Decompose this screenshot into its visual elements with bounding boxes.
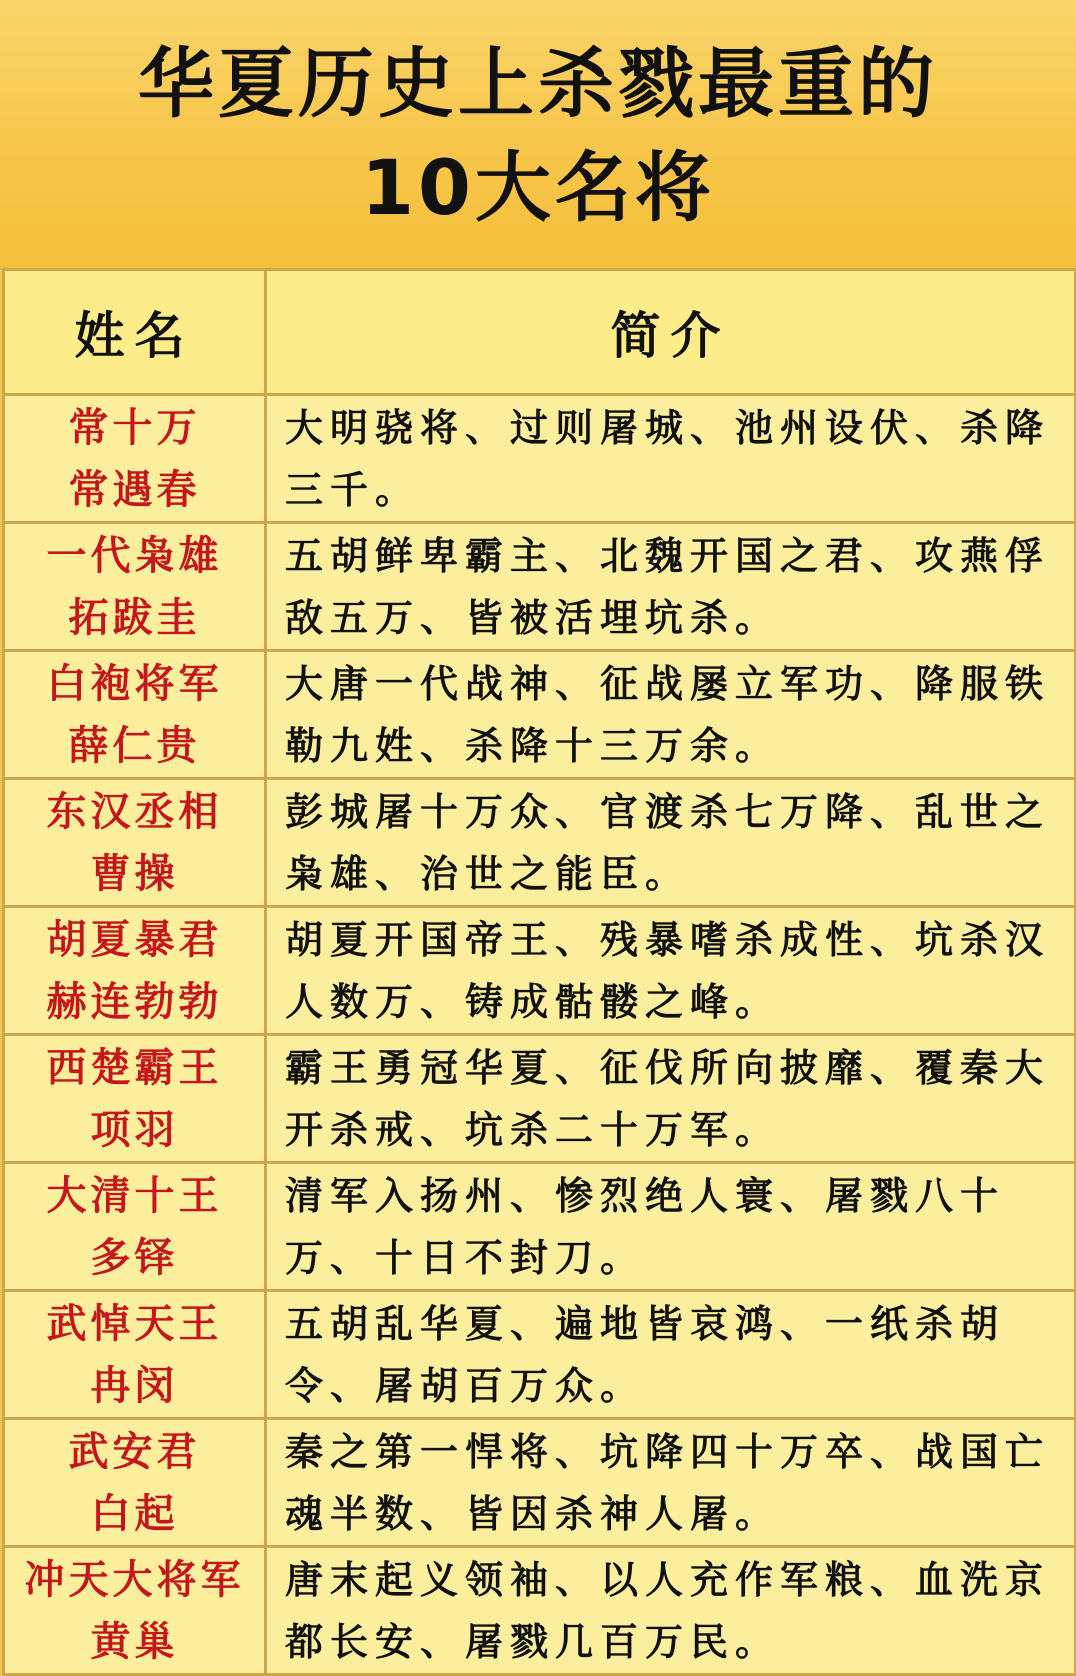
general-name: 赫连勃勃 bbox=[46, 977, 223, 1025]
general-title: 白袍将军 bbox=[46, 659, 223, 707]
general-name: 多铎 bbox=[90, 1233, 179, 1281]
description-cell: 唐末起义领袖、以人充作军粮、血洗京都长安、屠戮几百万民。 bbox=[266, 1547, 1076, 1675]
title-line-1: 华夏历史上杀戮最重的 bbox=[138, 39, 938, 128]
name-cell bbox=[4, 1547, 266, 1675]
name-cell bbox=[4, 1035, 266, 1163]
name-cell bbox=[4, 651, 266, 779]
header-description: 简介 bbox=[266, 270, 1076, 395]
table-row bbox=[4, 1419, 1076, 1547]
name-cell bbox=[4, 1291, 266, 1419]
table-row bbox=[4, 1163, 1076, 1291]
general-title: 冲天大将军 bbox=[24, 1555, 245, 1603]
table-row bbox=[4, 779, 1076, 907]
table-row bbox=[4, 651, 1076, 779]
general-name: 拓跋圭 bbox=[68, 593, 201, 641]
general-title: 胡夏暴君 bbox=[46, 915, 223, 963]
general-name: 冉闵 bbox=[90, 1361, 179, 1409]
general-title: 常十万 bbox=[68, 403, 201, 451]
generals-table bbox=[2, 268, 1076, 1676]
description-cell: 大唐一代战神、征战屡立军功、降服铁勒九姓、杀降十三万余。 bbox=[266, 651, 1076, 779]
name-cell bbox=[4, 779, 266, 907]
table-row bbox=[4, 1547, 1076, 1675]
general-name: 项羽 bbox=[90, 1105, 179, 1153]
general-name: 薛仁贵 bbox=[68, 721, 201, 769]
description-cell: 清军入扬州、惨烈绝人寰、屠戮八十万、十日不封刀。 bbox=[266, 1163, 1076, 1291]
description-cell: 霸王勇冠华夏、征伐所向披靡、覆秦大开杀戒、坑杀二十万军。 bbox=[266, 1035, 1076, 1163]
table-row bbox=[4, 907, 1076, 1035]
general-title: 东汉丞相 bbox=[46, 787, 223, 835]
general-title: 一代枭雄 bbox=[46, 531, 223, 579]
general-title: 武安君 bbox=[68, 1427, 201, 1475]
table-row bbox=[4, 1035, 1076, 1163]
name-cell bbox=[4, 395, 266, 523]
description-cell: 五胡鲜卑霸主、北魏开国之君、攻燕俘敌五万、皆被活埋坑杀。 bbox=[266, 523, 1076, 651]
title-block bbox=[0, 0, 1076, 270]
description-cell: 大明骁将、过则屠城、池州设伏、杀降三千。 bbox=[266, 395, 1076, 523]
general-name: 曹操 bbox=[90, 849, 179, 897]
general-title: 武悼天王 bbox=[46, 1299, 223, 1347]
name-cell bbox=[4, 1419, 266, 1547]
general-title: 西楚霸王 bbox=[46, 1043, 223, 1091]
title-line-2: 10大名将 bbox=[361, 143, 715, 232]
general-name: 常遇春 bbox=[68, 465, 201, 513]
name-cell bbox=[4, 1163, 266, 1291]
name-cell bbox=[4, 907, 266, 1035]
description-cell: 彭城屠十万众、官渡杀七万降、乱世之枭雄、治世之能臣。 bbox=[266, 779, 1076, 907]
name-cell bbox=[4, 523, 266, 651]
general-name: 白起 bbox=[90, 1489, 179, 1537]
description-cell: 秦之第一悍将、坑降四十万卒、战国亡魂半数、皆因杀神人屠。 bbox=[266, 1419, 1076, 1547]
table-row bbox=[4, 1291, 1076, 1419]
description-cell: 五胡乱华夏、遍地皆哀鸿、一纸杀胡令、屠胡百万众。 bbox=[266, 1291, 1076, 1419]
general-name: 黄巢 bbox=[90, 1617, 179, 1665]
description-cell: 胡夏开国帝王、残暴嗜杀成性、坑杀汉人数万、铸成骷髅之峰。 bbox=[266, 907, 1076, 1035]
table-row bbox=[4, 523, 1076, 651]
header-name: 姓名 bbox=[4, 270, 266, 395]
table-header-row bbox=[4, 270, 1076, 395]
general-title: 大清十王 bbox=[46, 1171, 223, 1219]
table-row bbox=[4, 395, 1076, 523]
